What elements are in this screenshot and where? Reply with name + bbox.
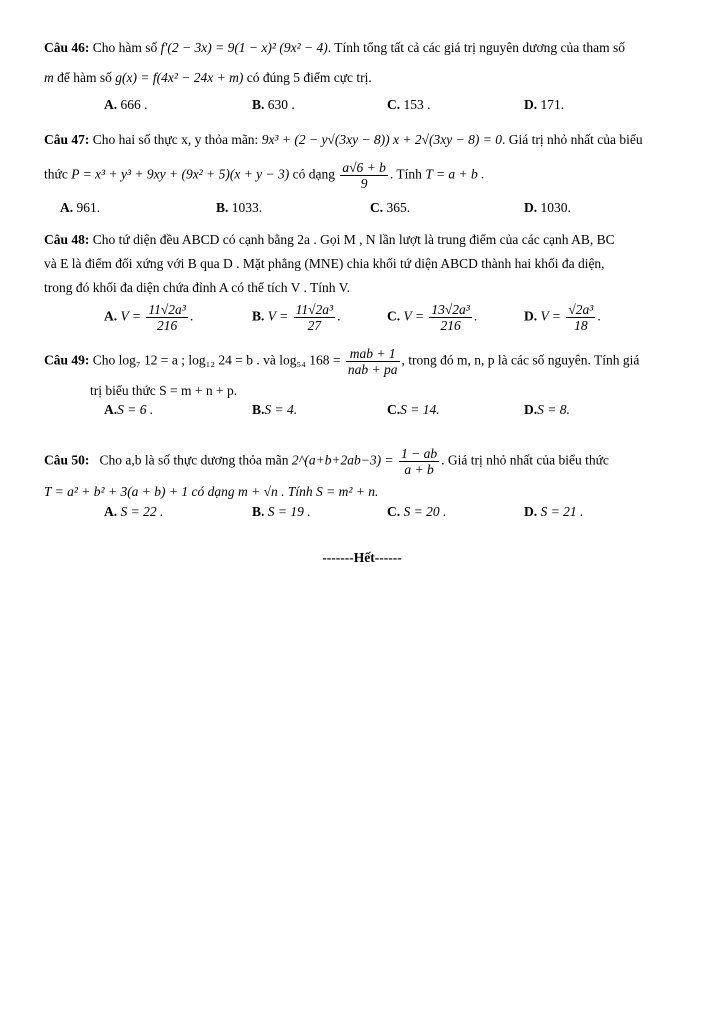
fraction-denominator: 27 [307, 318, 322, 333]
option-label: B. [252, 504, 265, 519]
option-fraction [294, 302, 335, 333]
option-label: B. [252, 97, 265, 112]
option-value: 153 . [403, 97, 431, 112]
fraction-numerator: 13√2a³ [431, 302, 470, 317]
q50-text1: Cho a,b là số thực dương thỏa mãn [99, 452, 289, 468]
fraction-denominator: a + b [404, 462, 434, 477]
q46-option-b[interactable] [252, 97, 295, 113]
option-value: 1033. [231, 200, 263, 215]
option-label: C. [387, 308, 401, 324]
q46-text4: để hàm số [57, 70, 112, 85]
option-value: S = 19 . [267, 504, 311, 519]
q48-text-line3: trong đó khối đa diện chứa đỉnh A có thể tích V . Tính V. [44, 280, 351, 295]
q50-fraction [399, 446, 439, 477]
option-fraction [146, 302, 187, 333]
fraction-numerator: 11√2a³ [148, 302, 186, 317]
q47-fraction [340, 160, 388, 191]
q50-line2 [44, 484, 378, 500]
option-label: D. [524, 308, 538, 324]
q46-option-a[interactable] [104, 97, 148, 113]
fraction-denominator: 9 [360, 176, 368, 191]
option-label: B. [252, 308, 265, 324]
q46-text1: Cho hàm số [92, 40, 158, 55]
option-label: D. [524, 200, 538, 215]
q46-option-c[interactable] [387, 97, 431, 113]
q48-option-b[interactable]: B. V = $\frac{\text{11√2a³}}{27}$ . [252, 302, 341, 333]
q47-option-b[interactable] [216, 200, 262, 216]
q47-line2 [44, 160, 485, 191]
q48-line2 [44, 256, 605, 272]
q47-option-d[interactable] [524, 200, 571, 216]
fraction-denominator: 216 [156, 318, 178, 333]
option-label: B. [216, 200, 229, 215]
q49-option-a[interactable] [104, 402, 153, 418]
q47-options [44, 200, 684, 218]
q50-option-b[interactable] [252, 504, 311, 520]
q49-line2 [90, 383, 237, 399]
option-label: D. [524, 97, 538, 112]
q46-options [44, 97, 684, 115]
option-fraction [566, 302, 595, 333]
option-value: S = 22 . [120, 504, 164, 519]
option-label: D. [524, 402, 538, 417]
option-value: 171. [540, 97, 565, 112]
fraction-denominator: nab + pa [347, 362, 398, 377]
q48-label: Câu 48: [44, 232, 90, 247]
q48-option-d[interactable]: D. V = $\frac{\text{√2a³}}{18}$ . [524, 302, 601, 333]
q50-option-d[interactable] [524, 504, 583, 520]
q47-option-c[interactable] [370, 200, 410, 216]
q46-text2: . Tính tổng tất cả các giá trị nguyên dương của tham số [327, 40, 625, 55]
option-prefix: V = [403, 308, 424, 324]
option-value: 630 . [267, 97, 295, 112]
fraction-denominator: 216 [440, 318, 461, 333]
q46-option-d[interactable] [524, 97, 564, 113]
q47-text2: . Giá trị nhỏ nhất của biểu [502, 132, 643, 147]
q46-line1 [44, 40, 625, 56]
q46-line2 [44, 70, 372, 86]
option-value: 1030. [540, 200, 571, 215]
q48-option-a[interactable]: A. V = $\frac{\text{11√2a³}}{216}$ . [104, 302, 194, 333]
q47-text1: Cho hai số thực x, y thỏa mãn: [92, 132, 259, 147]
option-label: A. [60, 200, 74, 215]
option-label: A. [104, 402, 118, 417]
q46-expr2: g(x) = f(4x² − 24x + m) [115, 70, 244, 85]
q47-line1 [44, 132, 643, 148]
q50-text-line2: T = a² + b² + 3(a + b) + 1 có dạng m + √n . Tính S = m² + n. [44, 484, 379, 499]
q46-label: Câu 46: [44, 40, 90, 55]
option-prefix: V = [267, 308, 289, 324]
option-value: 365. [386, 200, 411, 215]
option-value: S = 20 . [403, 504, 447, 519]
q47-text4: có dạng [292, 166, 336, 182]
q48-text-line2: và E là điểm đối xứng với B qua D . Mặt phẳng (MNE) chia khối tứ diện ABCD thành hai khối đa diện, [44, 256, 605, 271]
q50-text2: . Giá trị nhỏ nhất của biểu thức [441, 452, 609, 468]
q49-fraction [346, 346, 400, 377]
q50-label: Câu 50: [44, 452, 90, 468]
fraction-numerator: mab + 1 [346, 346, 400, 362]
q47-expr2: P = x³ + y³ + 9xy + (9x² + 5)(x + y − 3) [71, 166, 290, 182]
q50-options [44, 504, 684, 522]
option-label: C. [387, 402, 401, 417]
q49-text2: , trong đó m, n, p là các số nguyên. Tính giá [401, 352, 640, 368]
option-prefix: V = [540, 308, 561, 324]
q48-line3 [44, 280, 350, 296]
option-value: S = 6 . [117, 402, 154, 417]
q47-label: Câu 47: [44, 132, 90, 147]
q50-expr1: 2^(a+b+2ab−3) = [291, 452, 394, 468]
option-fraction [429, 302, 471, 333]
option-label: C. [387, 504, 401, 519]
end-of-exam-marker: -------Hết------ [322, 550, 402, 565]
option-label: A. [104, 97, 118, 112]
option-prefix: V = [120, 308, 141, 324]
q48-option-c[interactable]: C. V = $\frac{\text{13√2a³}}{216}$ . [387, 302, 478, 333]
fraction-numerator: a√6 + b [342, 160, 386, 175]
option-label: B. [252, 402, 265, 417]
q48-text-line1: Cho tứ diện đều ABCD có cạnh bằng 2a . Gọi M , N lần lượt là trung điểm của các cạnh AB, BC [92, 232, 615, 247]
q47-text3: thức [44, 166, 68, 182]
option-value: S = 8. [537, 402, 570, 417]
q50-line1 [44, 446, 609, 477]
option-label: C. [387, 97, 401, 112]
q49-option-b[interactable] [252, 402, 297, 418]
q48-line1 [44, 232, 615, 248]
q47-expr1: 9x³ + (2 − y√(3xy − 8)) x + 2√(3xy − 8) = 0 [261, 132, 503, 147]
q47-option-a[interactable] [60, 200, 100, 216]
q49-option-d[interactable] [524, 402, 570, 418]
option-value: S = 4. [264, 402, 298, 417]
q49-line1 [44, 346, 639, 377]
option-value: 666 . [120, 97, 148, 112]
fraction-numerator: √2a³ [568, 302, 594, 317]
q48-options [44, 302, 684, 342]
option-label: D. [524, 504, 538, 519]
q49-text-line2: trị biểu thức S = m + n + p. [90, 383, 238, 398]
q49-option-c[interactable] [387, 402, 440, 418]
q50-option-a[interactable] [104, 504, 163, 520]
option-label: C. [370, 200, 384, 215]
q47-expr3: T = a + b . [425, 166, 485, 182]
fraction-numerator: 1 − ab [401, 446, 438, 461]
q46-expr1: f′(2 − 3x) = 9(1 − x)² (9x² − 4) [160, 40, 328, 55]
option-value: S = 21 . [540, 504, 584, 519]
option-label: A. [104, 308, 118, 324]
q49-options [44, 402, 684, 420]
option-value: 961. [76, 200, 101, 215]
option-value: S = 14. [400, 402, 440, 417]
q49-text1: Cho log₇ 12 = a ; log₁₂ 24 = b . và log₅₄ 168 = [92, 352, 341, 368]
q46-text3: m [44, 70, 54, 85]
q50-option-c[interactable] [387, 504, 446, 520]
fraction-numerator: 11√2a³ [295, 302, 334, 317]
option-label: A. [104, 504, 118, 519]
q49-label: Câu 49: [44, 352, 90, 368]
q47-text5: . Tính [389, 166, 422, 182]
q46-text5: có đúng 5 điểm cực trị. [246, 70, 372, 85]
fraction-denominator: 18 [574, 318, 588, 333]
